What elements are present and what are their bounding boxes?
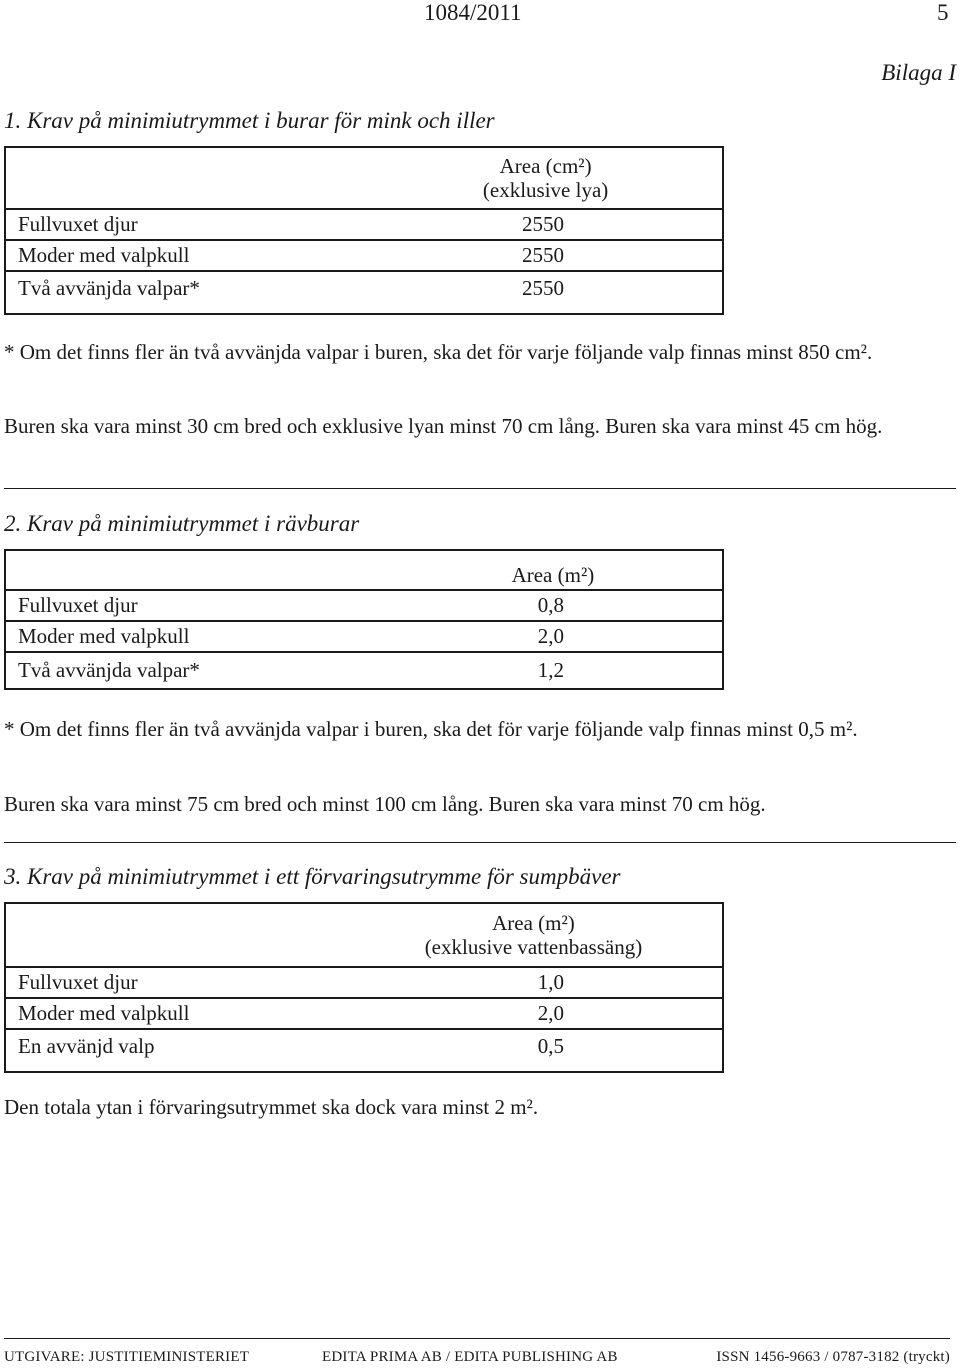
section-1-table bbox=[4, 146, 724, 315]
section-1-requirement: Buren ska vara minst 30 cm bred och exklusive lyan minst 70 cm lång. Buren ska vara minst 45 cm hög. bbox=[4, 414, 883, 438]
section-2-title: 2. Krav på minimiutrymmet i rävburar bbox=[4, 511, 360, 536]
row-label: Fullvuxet djur bbox=[5, 209, 369, 240]
table-row bbox=[5, 1029, 723, 1072]
footer-publisher: UTGIVARE: JUSTITIEMINISTERIET bbox=[4, 1349, 250, 1365]
table-row bbox=[5, 240, 723, 271]
row-value: 2550 bbox=[369, 209, 723, 240]
row-label: Två avvänjda valpar* bbox=[5, 652, 384, 689]
section-3-note: Den totala ytan i förvaringsutrymmet ska dock vara minst 2 m². bbox=[4, 1095, 539, 1119]
section-divider bbox=[4, 488, 956, 489]
row-label: Moder med valpkull bbox=[5, 998, 345, 1029]
table-column-header: Area (cm²) (exklusive lya) bbox=[369, 147, 723, 209]
table-row bbox=[5, 967, 723, 998]
footer-issn: ISSN 1456-9663 / 0787-3182 (tryckt) bbox=[716, 1349, 950, 1365]
table-row bbox=[5, 998, 723, 1029]
footer-divider bbox=[4, 1338, 950, 1339]
row-label: Moder med valpkull bbox=[5, 240, 369, 271]
table-column-header: Area (m²) bbox=[384, 550, 723, 590]
table-row bbox=[5, 621, 723, 652]
row-value: 0,5 bbox=[345, 1029, 723, 1072]
table-header-row bbox=[5, 147, 723, 209]
section-1-title: 1. Krav på minimiutrymmet i burar för mink och iller bbox=[4, 108, 495, 133]
row-label: Två avvänjda valpar* bbox=[5, 271, 369, 314]
table-header-row bbox=[5, 550, 723, 590]
row-value: 0,8 bbox=[384, 590, 723, 621]
table-header-row bbox=[5, 903, 723, 967]
document-number: 1084/2011 bbox=[424, 0, 522, 25]
section-2-requirement: Buren ska vara minst 75 cm bred och minst 100 cm lång. Buren ska vara minst 70 cm hög. bbox=[4, 792, 766, 816]
row-value: 1,2 bbox=[384, 652, 723, 689]
section-2-table bbox=[4, 549, 724, 690]
row-value: 1,0 bbox=[345, 967, 723, 998]
row-value: 2,0 bbox=[384, 621, 723, 652]
row-label: Moder med valpkull bbox=[5, 621, 384, 652]
row-label: En avvänjd valp bbox=[5, 1029, 345, 1072]
table-column-header: Area (m²) (exklusive vattenbassäng) bbox=[345, 903, 723, 967]
section-divider bbox=[4, 842, 956, 843]
section-2-footnote: * Om det finns fler än två avvänjda valpar i buren, ska det för varje följande valp finnas minst 0,5 m². bbox=[4, 717, 858, 741]
page-number: 5 bbox=[937, 0, 949, 25]
section-3-title: 3. Krav på minimiutrymmet i ett förvaringsutrymme för sumpbäver bbox=[4, 864, 621, 889]
table-row bbox=[5, 271, 723, 314]
row-value: 2,0 bbox=[345, 998, 723, 1029]
section-3-table bbox=[4, 902, 724, 1073]
annex-label: Bilaga I bbox=[881, 60, 956, 85]
row-label: Fullvuxet djur bbox=[5, 590, 384, 621]
table-row bbox=[5, 209, 723, 240]
row-value: 2550 bbox=[369, 240, 723, 271]
row-label: Fullvuxet djur bbox=[5, 967, 345, 998]
row-value: 2550 bbox=[369, 271, 723, 314]
footer-printer: EDITA PRIMA AB / EDITA PUBLISHING AB bbox=[322, 1349, 618, 1365]
table-row bbox=[5, 652, 723, 689]
table-row bbox=[5, 590, 723, 621]
section-1-footnote: * Om det finns fler än två avvänjda valpar i buren, ska det för varje följande valp finnas minst 850 cm². bbox=[4, 340, 873, 364]
